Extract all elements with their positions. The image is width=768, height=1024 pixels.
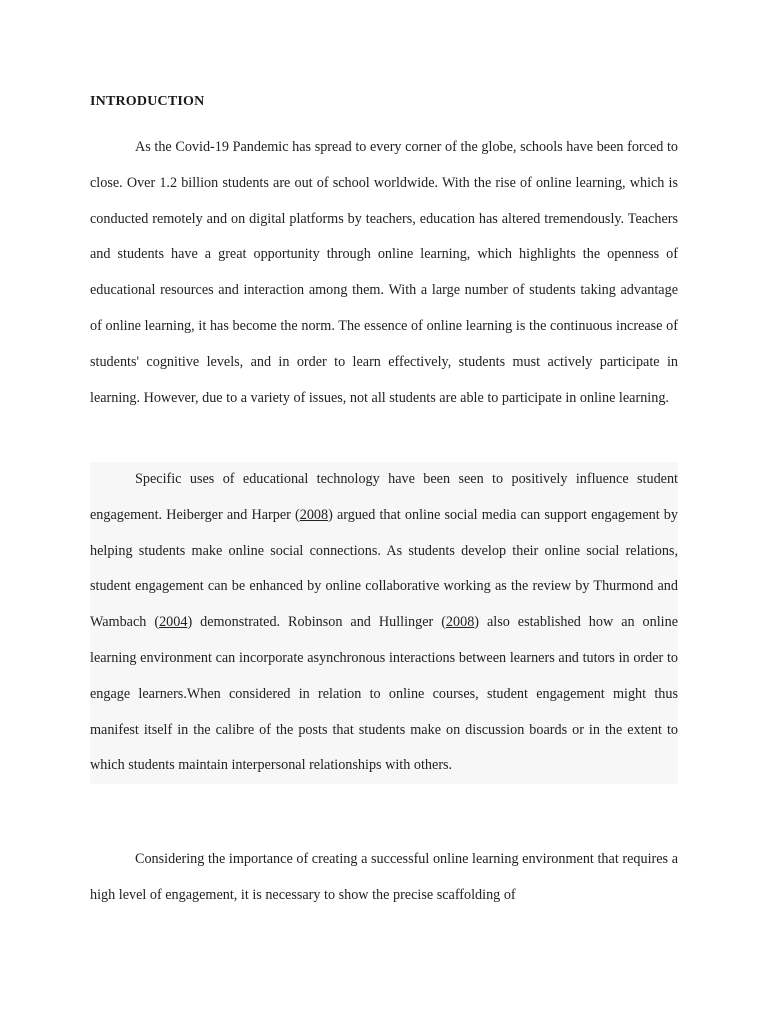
citation-link-heiberger-harper[interactable]: 2008 <box>299 506 329 523</box>
paragraph-3: Considering the importance of creating a successful online learning environment that requires a high level of engagement, it is necessary to show the precise scaffolding of <box>90 851 678 903</box>
paragraph-1: As the Covid-19 Pandemic has spread to every corner of the globe, schools have been forced to close. Over 1.2 billion students are out of school worldwide. With the rise of online learning, which is conducted remotely and on digital platforms by teachers, education has altered tremendously. Teachers and students have a great opportunity through online learning, which highlights the openness of educational resources and interaction among them. With a large number of students taking advantage of online learning, it has become the norm. The essence of online learning is the continuous increase of students' cognitive levels, and in order to learn effectively, students must actively participate in learning. However, due to a variety of issues, not all students are able to participate in online learning. <box>90 139 678 406</box>
section-heading: INTRODUCTION <box>90 94 205 109</box>
paragraph-2 <box>90 462 678 784</box>
citation-link-thurmond-wambach[interactable]: 2004 <box>159 614 188 631</box>
paragraph-2-text-1: Specific uses of educational technology have been seen to positively influence student engagement. Heiberger and Harper ( <box>90 471 678 523</box>
paragraph-2-text-4: ) also established how an online learning environment can incorporate asynchronous interactions between learners and tutors in order to engage learners.When considered in relation to online courses, student engagement might thus manifest itself in the calibre of the posts that students make on discussion boards or in the extent to which students maintain interpersonal relationships with others. <box>90 614 679 774</box>
paragraph-2-text-3: ) demonstrated. Robinson and Hullinger ( <box>187 614 446 631</box>
paragraph-2-text-2: ) argued that online social media can support engagement by helping students make online social connections. As students develop their online social relations, student engagement can be enhanced by online collaborative working as the review by Thurmond and Wambach ( <box>90 506 678 631</box>
citation-link-robinson-hullinger[interactable]: 2008 <box>445 614 475 631</box>
